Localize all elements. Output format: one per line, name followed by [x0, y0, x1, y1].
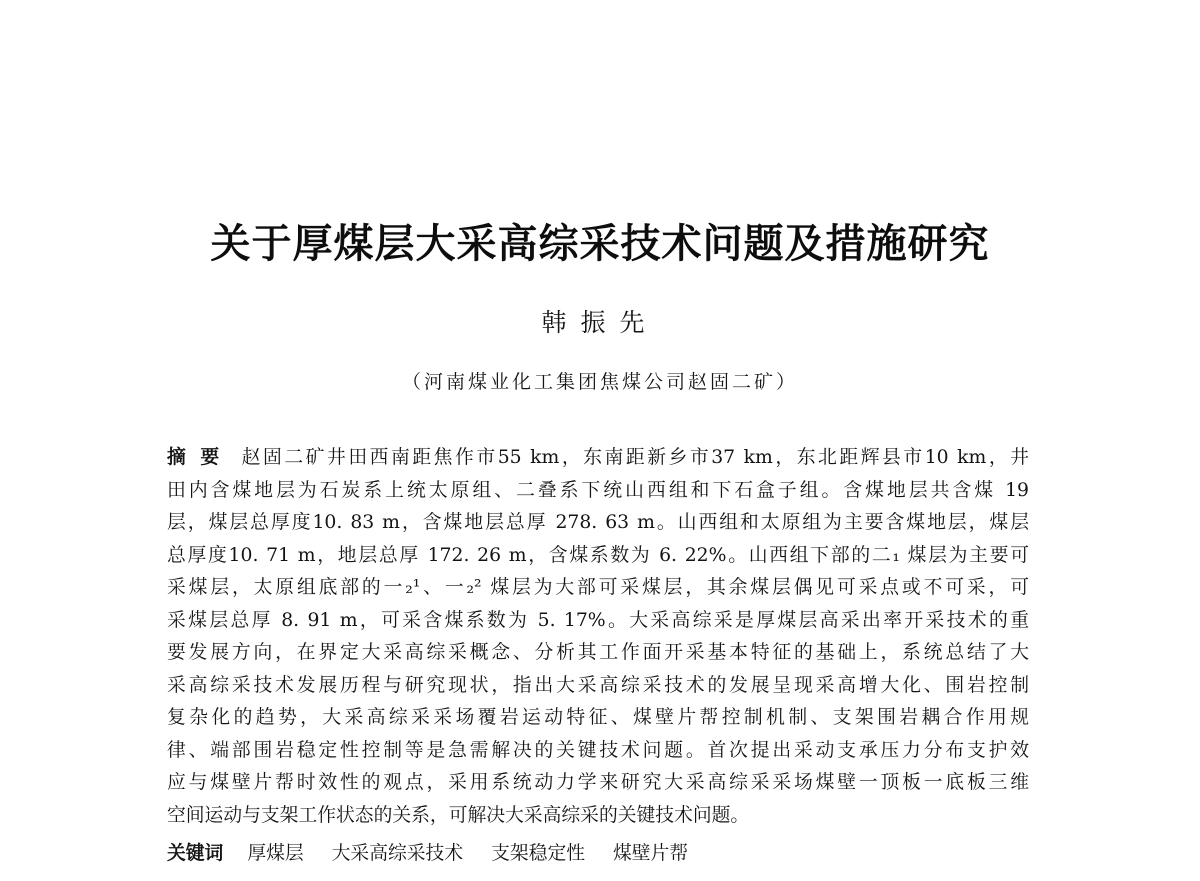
abstract-line: 空间运动与支架工作状态的关系，可解决大采高综采的关键技术问题。 — [167, 804, 750, 826]
abstract-line: 田内含煤地层为石炭系上统太原组、二叠系下统山西组和下石盒子组。含煤地层共含煤 19 — [167, 479, 1029, 501]
abstract-line: 采高综采技术发展历程与研究现状，指出大采高综采技术的发展呈现采高增大化、围岩控制 — [167, 674, 1029, 696]
author-name: 韩振先 — [541, 308, 659, 337]
keywords-block — [167, 838, 1029, 870]
abstract-line: 层，煤层总厚度10. 83 m，含煤地层总厚 278. 63 m。山西组和太原组为主要含煤地层，煤层 — [167, 512, 1029, 533]
abstract-line: 复杂化的趋势，大采高综采采场覆岩运动特征、煤壁片帮控制机制、支架围岩耦合作用规 — [167, 707, 1029, 728]
abstract-block — [167, 442, 1029, 832]
keywords-label: 关键词 — [167, 843, 224, 864]
abstract-line: 采煤层总厚 8. 91 m，可采含煤系数为 5. 17%。大采高综采是厚煤层高采出率开采技术的重 — [167, 609, 1029, 631]
paper-title: 关于厚煤层大采高综采技术问题及措施研究 — [210, 221, 990, 267]
abstract-line: 总厚度10. 71 m，地层总厚 172. 26 m，含煤系数为 6. 22%。山西组下部的二₁ 煤层为主要可 — [167, 544, 1029, 566]
abstract-line — [167, 442, 1029, 475]
abstract-line: 要发展方向，在界定大采高综采概念、分析其工作面开采基本特征的基础上，系统总结了大 — [167, 642, 1029, 663]
keyword-item: 厚煤层 — [247, 843, 304, 864]
abstract-line: 应与煤壁片帮时效性的观点，采用系统动力学来研究大采高综采采场煤壁一顶板一底板三维 — [167, 772, 1029, 793]
abstract-text: 赵固二矿井田西南距焦作市55 km，东南距新乡市37 km，东北距辉县市10 km，井 — [241, 447, 1029, 468]
abstract-line: 采煤层，太原组底部的一₂¹、一₂² 煤层为大部可采煤层，其余煤层偶见可采点或不可采，可 — [167, 577, 1029, 598]
abstract-line: 律、端部围岩稳定性控制等是急需解决的关键技术问题。首次提出采动支承压力分布支护效 — [167, 739, 1029, 761]
author-affiliation: （河南煤业化工集团焦煤公司赵固二矿） — [401, 371, 798, 393]
keyword-item: 支架稳定性 — [491, 843, 586, 864]
abstract-label: 摘要 — [167, 447, 234, 468]
keyword-item: 煤壁片帮 — [613, 843, 689, 864]
keyword-item: 大采高综采技术 — [331, 843, 464, 864]
